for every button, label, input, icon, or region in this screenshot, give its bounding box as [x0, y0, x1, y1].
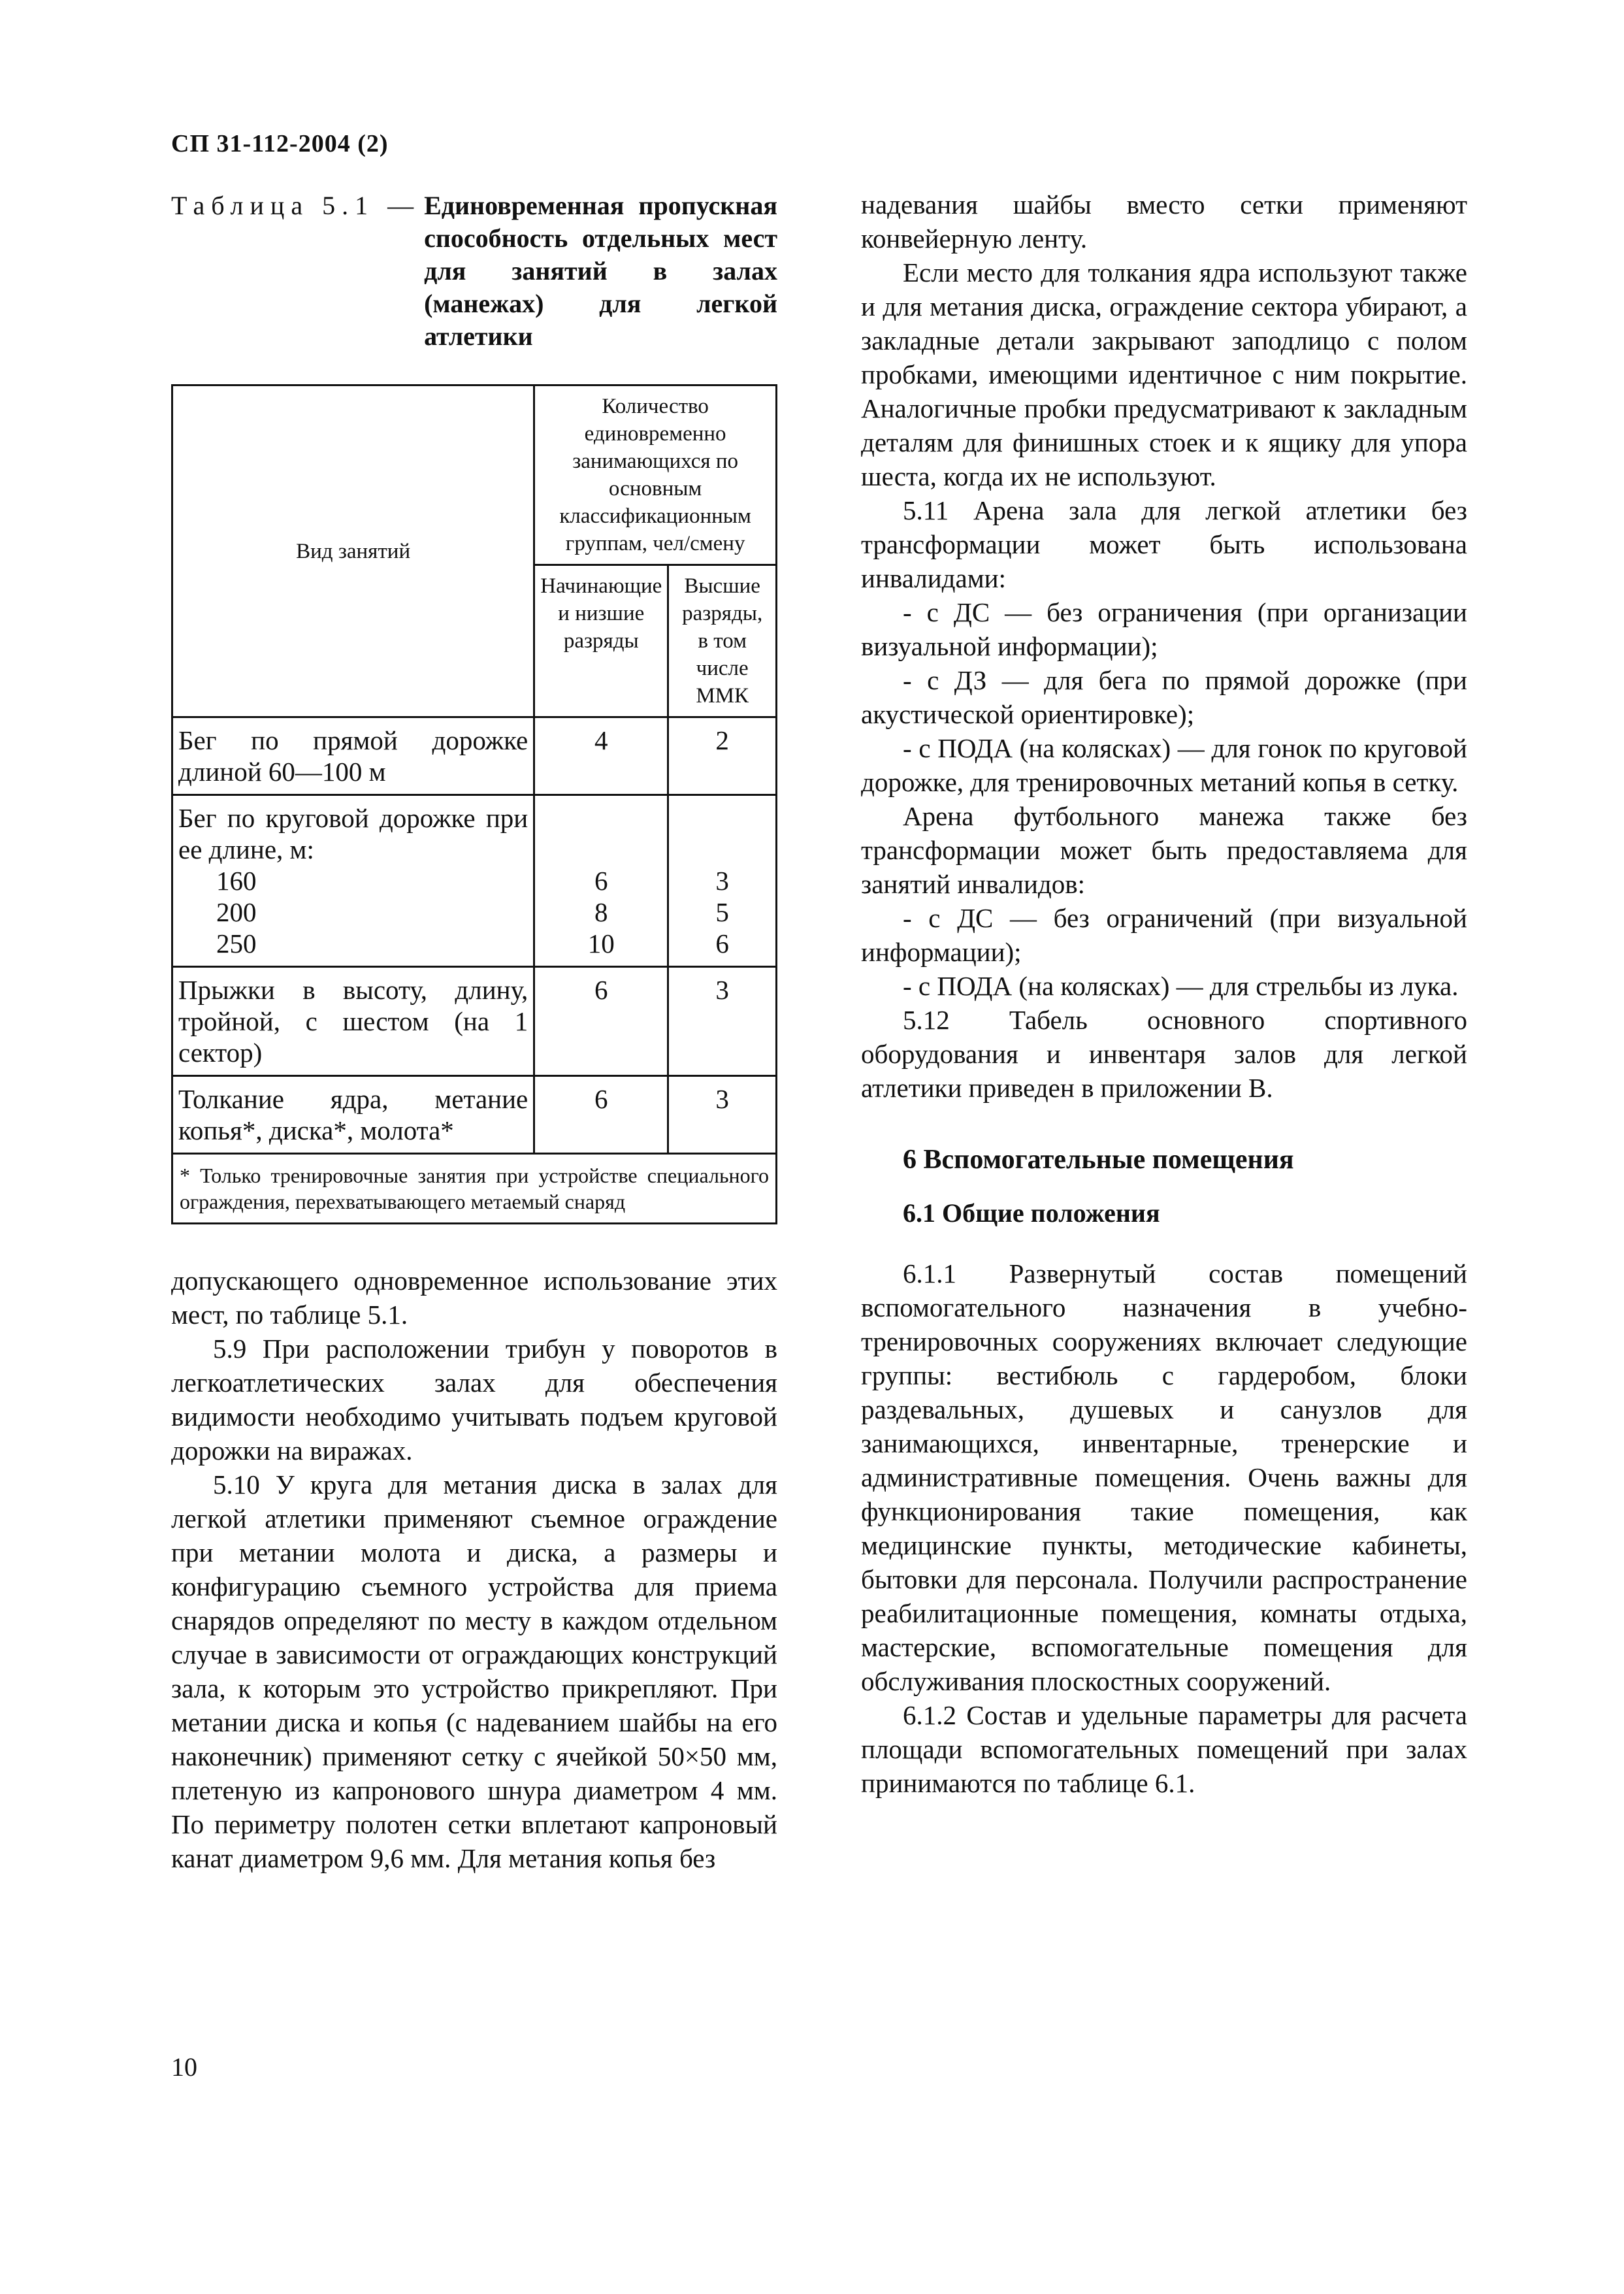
row-value-higher: 6 [715, 928, 729, 959]
track-length: 160 [216, 866, 257, 896]
page-number: 10 [171, 2052, 197, 2082]
section-heading: 6 Вспомогательные помещения [903, 1145, 1294, 1175]
row-value-beginner: 6 [534, 1076, 668, 1154]
table-caption-title: Единовременная пропускная способность отдельных мест для занятий в залах (манежах) для легкой атлетики [424, 191, 777, 351]
list-item: - с ДЗ — для бега по прямой дорожке (при акустической ориентировке); [861, 665, 1467, 729]
list-item: - с ПОДА (на колясках) — для стрельбы из лука. [903, 971, 1459, 1001]
header-beginner: Начинающие и низшие разряды [534, 565, 668, 717]
right-column [861, 188, 1467, 1800]
table-row [172, 795, 777, 967]
subsection-heading: 6.1 Общие положения [903, 1198, 1160, 1228]
row-value-beginner: 8 [594, 897, 608, 927]
header-kind: Вид занятий [172, 385, 534, 717]
header-group: Количество единовременно занимающихся по основным классификационным группам, чел/смену [534, 385, 777, 565]
paragraph: 6.1.1 Развернутый состав помещений вспомогательного назначения в учебно-тренировочных сооружениях включает следующие группы: вестибюль с гардеробом, блоки раздевальных, душевых и санузлов для занимающихся, инвентарные, тренерские и административные помещения. Очень важны для функционирования такие помещения, как медицинские пункты, методические кабинеты, бытовки для персонала. Получили распространение реабилитационные помещения, комнаты отдыха, мастерские, вспомогательные помещения для обслуживания плоскостных сооружений. [861, 1258, 1467, 1696]
row-value-higher: 2 [668, 717, 777, 795]
table-caption [171, 189, 777, 353]
row-value-beginner: 6 [534, 967, 668, 1076]
paragraph: 5.9 При расположении трибун у поворотов в легкоатлетических залах для обеспечения видимости необходимо учитывать подъем круговой дорожки на виражах. [171, 1334, 777, 1466]
paragraph: 5.11 Арена зала для легкой атлетики без трансформации может быть использована инвалидами: [861, 495, 1467, 593]
table-row [172, 1076, 777, 1154]
table-caption-label: Таблица 5.1 — [171, 191, 421, 220]
row-label: Бег по круговой дорожке при ее длине, м: [178, 803, 528, 864]
row-value-higher: 3 [668, 967, 777, 1076]
list-item: - с ДС — без ограничения (при организации визуальной информации); [861, 597, 1467, 661]
track-length: 250 [216, 928, 257, 959]
row-label: Прыжки в высоту, длину, тройной, с шестом (на 1 сектор) [172, 967, 534, 1076]
table-row [172, 967, 777, 1076]
paragraph: Арена футбольного манежа также без трансформации может быть предоставляема для занятий инвалидов: [861, 801, 1467, 899]
row-label: Толкание ядра, метание копья*, диска*, молота* [172, 1076, 534, 1154]
paragraph: 5.10 У круга для метания диска в залах для легкой атлетики применяют съемное ограждение при метании молота и диска, а размеры и конфигурацию съемного устройства для приема снарядов определяют по месту в каждом отдельном случае в зависимости от ограждающих конструкций зала, к которым это устройство прикрепляют. При метании диска и копья (с надеванием шайбы на его наконечник) применяют сетку с ячейкой 50×50 мм, плетеную из капронового шнура диаметром 4 мм. По периметру полотен сетки вплетают капроновый канат диаметром 9,6 мм. Для метания копья без [171, 1469, 777, 1873]
table-header-row [172, 385, 777, 565]
table-row [172, 717, 777, 795]
paragraph: допускающего одновременное использование этих мест, по таблице 5.1. [171, 1266, 777, 1330]
table-footnote-row [172, 1154, 777, 1224]
track-lengths [178, 865, 528, 959]
row-value-higher: 3 [715, 866, 729, 896]
row-value-higher: 5 [715, 897, 729, 927]
row-label: Бег по прямой дорожке длиной 60—100 м [172, 717, 534, 795]
list-item: - с ДС — без ограничений (при визуальной информации); [861, 903, 1467, 967]
row-value-beginner: 6 [594, 866, 608, 896]
paragraph: Если место для толкания ядра используют также и для метания диска, ограждение сектора убирают, а закладные детали закрывают заподлицо с полом пробками, имеющими идентичное с ним покрытие. Аналогичные пробки предусматривают к закладным деталям для финишных стоек и к ящику для упора шеста, когда их не используют. [861, 257, 1467, 491]
row-value-beginner: 4 [534, 717, 668, 795]
left-body-text [171, 1264, 777, 1875]
list-item: - с ПОДА (на колясках) — для гонок по круговой дорожке, для тренировочных метаний копья в сетку. [861, 733, 1467, 797]
table-5-1 [171, 384, 777, 1224]
left-column [171, 189, 777, 1875]
paragraph: 5.12 Табель основного спортивного оборудования и инвентаря залов для легкой атлетики приведен в приложении В. [861, 1005, 1467, 1103]
track-length: 200 [216, 897, 257, 927]
row-value-higher: 3 [668, 1076, 777, 1154]
table-footnote: * Только тренировочные занятия при устройстве специального ограждения, перехватывающего метаемый снаряд [172, 1154, 777, 1224]
paragraph: надевания шайбы вместо сетки применяют конвейерную ленту. [861, 189, 1467, 254]
document-code: СП 31-112-2004 (2) [171, 130, 389, 157]
row-value-beginner: 10 [587, 928, 615, 959]
header-higher: Высшие разряды, в том числе ММК [668, 565, 777, 717]
paragraph: 6.1.2 Состав и удельные параметры для расчета площади вспомогательных помещений при залах принимаются по таблице 6.1. [861, 1700, 1467, 1798]
